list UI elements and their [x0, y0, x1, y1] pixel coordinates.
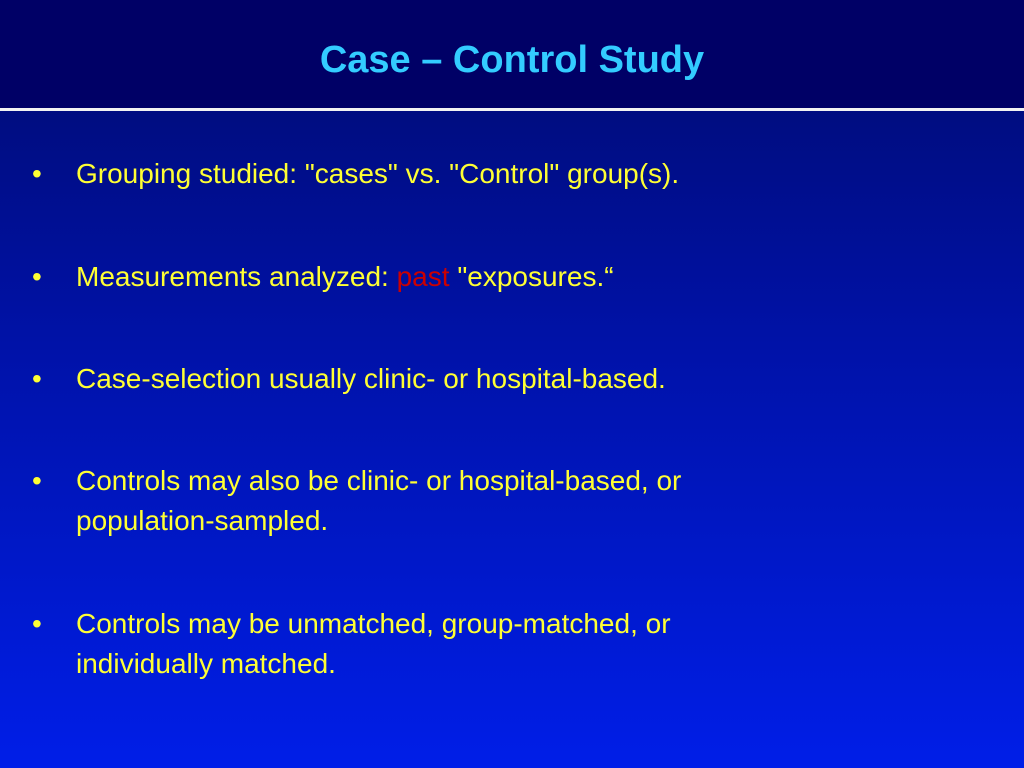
bullet-item-measurements — [32, 257, 932, 297]
bullet-item-case-selection — [32, 359, 932, 399]
bullet-text — [76, 257, 932, 297]
bullet-text — [76, 461, 932, 541]
bullet-text-line: population-sampled. — [76, 505, 329, 536]
title-divider — [0, 108, 1024, 111]
bullet-text-line: individually matched. — [76, 648, 336, 679]
bullet-icon: • — [32, 261, 42, 292]
bullet-text: Grouping studied: "cases" vs. "Control" group(s). — [76, 158, 680, 189]
bullet-icon: • — [32, 608, 42, 639]
bullet-text-before: Measurements analyzed: — [76, 261, 397, 292]
highlight-word: past — [396, 261, 450, 292]
bullet-item-controls-matching — [32, 604, 932, 684]
bullet-icon: • — [32, 363, 42, 394]
bullet-text-line: Controls may also be clinic- or hospital-based, or — [76, 465, 682, 496]
bullet-text — [76, 604, 932, 684]
bullet-icon: • — [32, 158, 42, 189]
title-bar — [0, 0, 1024, 108]
bullet-text-after: "exposures.“ — [449, 261, 614, 292]
bullet-text: Case-selection usually clinic- or hospital-based. — [76, 363, 666, 394]
bullet-item-controls-source — [32, 461, 932, 541]
bullet-icon: • — [32, 465, 42, 496]
slide-title: Case – Control Study — [319, 39, 705, 81]
bullet-item-grouping — [32, 154, 932, 194]
bullet-text-line: Controls may be unmatched, group-matched, or — [76, 608, 671, 639]
